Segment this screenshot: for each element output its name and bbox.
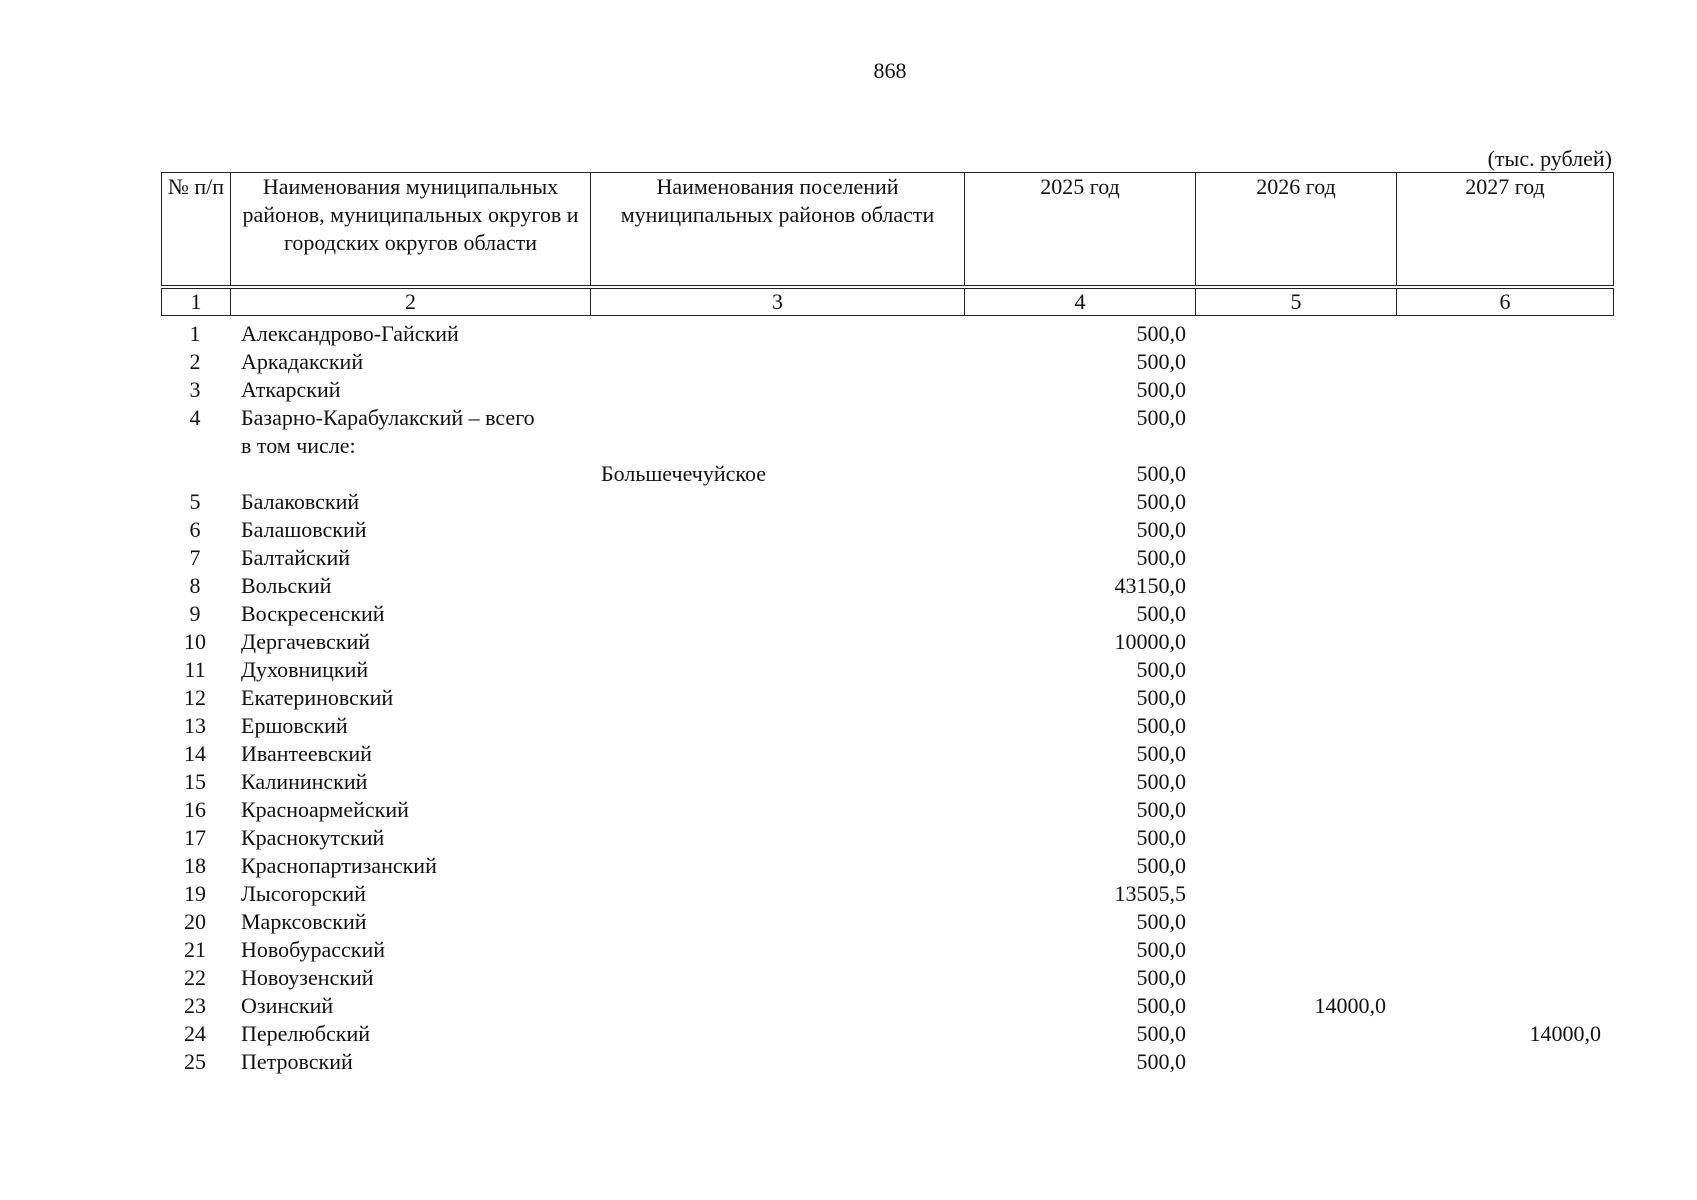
header-year-2026: 2026 год [1196,173,1397,288]
district-name: Краснопартизанский [241,853,437,878]
value-2026: 14000,0 [1314,993,1386,1018]
row-number: 24 [184,1021,206,1046]
row-number: 16 [184,797,206,822]
district-name: Аткарский [241,377,341,402]
row-number: 7 [189,545,201,570]
table-row [161,376,1613,404]
row-number: 21 [184,937,206,962]
value-2025: 500,0 [1136,685,1186,710]
row-number: 14 [184,741,206,766]
district-name: Александрово-Гайский [241,321,459,346]
district-name: Екатериновский [241,685,394,710]
table-row [161,936,1613,964]
district-name: Озинский [241,993,334,1018]
value-2025: 500,0 [1136,349,1186,374]
row-number: 9 [189,601,201,626]
table-row [161,572,1613,600]
table-row [161,740,1613,768]
table-row [161,908,1613,936]
value-2025: 500,0 [1136,741,1186,766]
district-name: Новоузенский [241,965,374,990]
row-number: 12 [184,685,206,710]
district-name: в том числе: [241,433,356,458]
district-name: Воскресенский [241,601,385,626]
district-name: Балашовский [241,517,367,542]
table-row [161,628,1613,656]
value-2025: 500,0 [1136,769,1186,794]
row-number: 4 [189,405,201,430]
value-2025: 500,0 [1136,825,1186,850]
table-row [161,880,1613,908]
row-number: 8 [189,573,201,598]
value-2025: 500,0 [1136,377,1186,402]
row-number: 5 [189,489,201,514]
row-number: 10 [184,629,206,654]
value-2025: 500,0 [1136,489,1186,514]
district-name: Аркадакский [241,349,364,374]
value-2025: 13505,5 [1114,881,1186,906]
value-2025: 500,0 [1136,517,1186,542]
table-row [161,964,1613,992]
value-2025: 500,0 [1136,321,1186,346]
row-number: 2 [189,349,201,374]
header-year-2025: 2025 год [965,173,1196,288]
row-number: 20 [184,909,206,934]
table-row [161,544,1613,572]
row-number: 13 [184,713,206,738]
table-row [161,1020,1613,1048]
district-name: Ивантеевский [241,741,372,766]
district-name: Краснокутский [241,825,385,850]
col-number: 1 [162,287,231,316]
row-number: 6 [189,517,201,542]
table-row [161,404,1613,432]
value-2025: 500,0 [1136,601,1186,626]
table-row [161,684,1613,712]
table-body [161,320,1613,1076]
value-2025: 500,0 [1136,713,1186,738]
row-number: 19 [184,881,206,906]
units-label: (тыс. рублей) [1487,146,1612,171]
value-2025: 500,0 [1136,797,1186,822]
table-row [161,460,1613,488]
district-name: Красноармейский [241,797,409,822]
col-number: 6 [1397,287,1614,316]
value-2025: 500,0 [1136,405,1186,430]
district-name: Вольский [241,573,332,598]
table-row [161,796,1613,824]
value-2025: 500,0 [1136,545,1186,570]
district-name: Ершовский [241,713,348,738]
district-name: Дергачевский [241,629,371,654]
value-2025: 500,0 [1136,937,1186,962]
value-2025: 500,0 [1136,461,1186,486]
table-row [161,712,1613,740]
col-number: 3 [591,287,965,316]
table-row [161,656,1613,684]
table-row [161,432,1613,460]
col-number: 5 [1196,287,1397,316]
value-2025: 43150,0 [1114,573,1186,598]
table-row [161,348,1613,376]
page-number: 868 [873,58,907,83]
header-year-2027: 2027 год [1397,173,1614,288]
district-name: Лысогорский [241,881,366,906]
value-2025: 500,0 [1136,965,1186,990]
col-number: 2 [231,287,591,316]
settlement-name: Большечечуйское [601,461,766,486]
table-row [161,852,1613,880]
row-number: 11 [184,657,206,682]
district-name: Калининский [241,769,368,794]
row-number: 25 [184,1049,206,1074]
table-row [161,992,1613,1020]
table-row [161,516,1613,544]
value-2027: 14000,0 [1529,1021,1601,1046]
table-row [161,768,1613,796]
district-name: Духовницкий [241,657,369,682]
table-row [161,824,1613,852]
row-number: 1 [189,321,201,346]
district-name: Марксовский [241,909,367,934]
value-2025: 500,0 [1136,909,1186,934]
table-row [161,1048,1613,1076]
header-settlement: Наименования поселений муниципальных районов области [591,173,965,288]
row-number: 3 [189,377,201,402]
value-2025: 500,0 [1136,853,1186,878]
row-number: 18 [184,853,206,878]
district-name: Петровский [241,1049,353,1074]
header-district: Наименования муниципальных районов, муниципальных округов и городских округов области [231,173,591,288]
value-2025: 500,0 [1136,1021,1186,1046]
district-name: Перелюбский [241,1021,371,1046]
value-2025: 10000,0 [1114,629,1186,654]
value-2025: 500,0 [1136,657,1186,682]
header-row [162,173,1614,288]
col-number: 4 [965,287,1196,316]
table-row [161,600,1613,628]
table-row [161,320,1613,348]
table-row [161,488,1613,516]
value-2025: 500,0 [1136,993,1186,1018]
row-number: 17 [184,825,206,850]
district-name: Балтайский [241,545,350,570]
header-num: № п/п [162,173,231,288]
district-name: Базарно-Карабулакский – всего [241,405,535,430]
district-name: Балаковский [241,489,360,514]
value-2025: 500,0 [1136,1049,1186,1074]
row-number: 22 [184,965,206,990]
row-number: 15 [184,769,206,794]
table-header [161,172,1614,316]
column-number-row [162,287,1614,316]
district-name: Новобурасский [241,937,386,962]
row-number: 23 [184,993,206,1018]
